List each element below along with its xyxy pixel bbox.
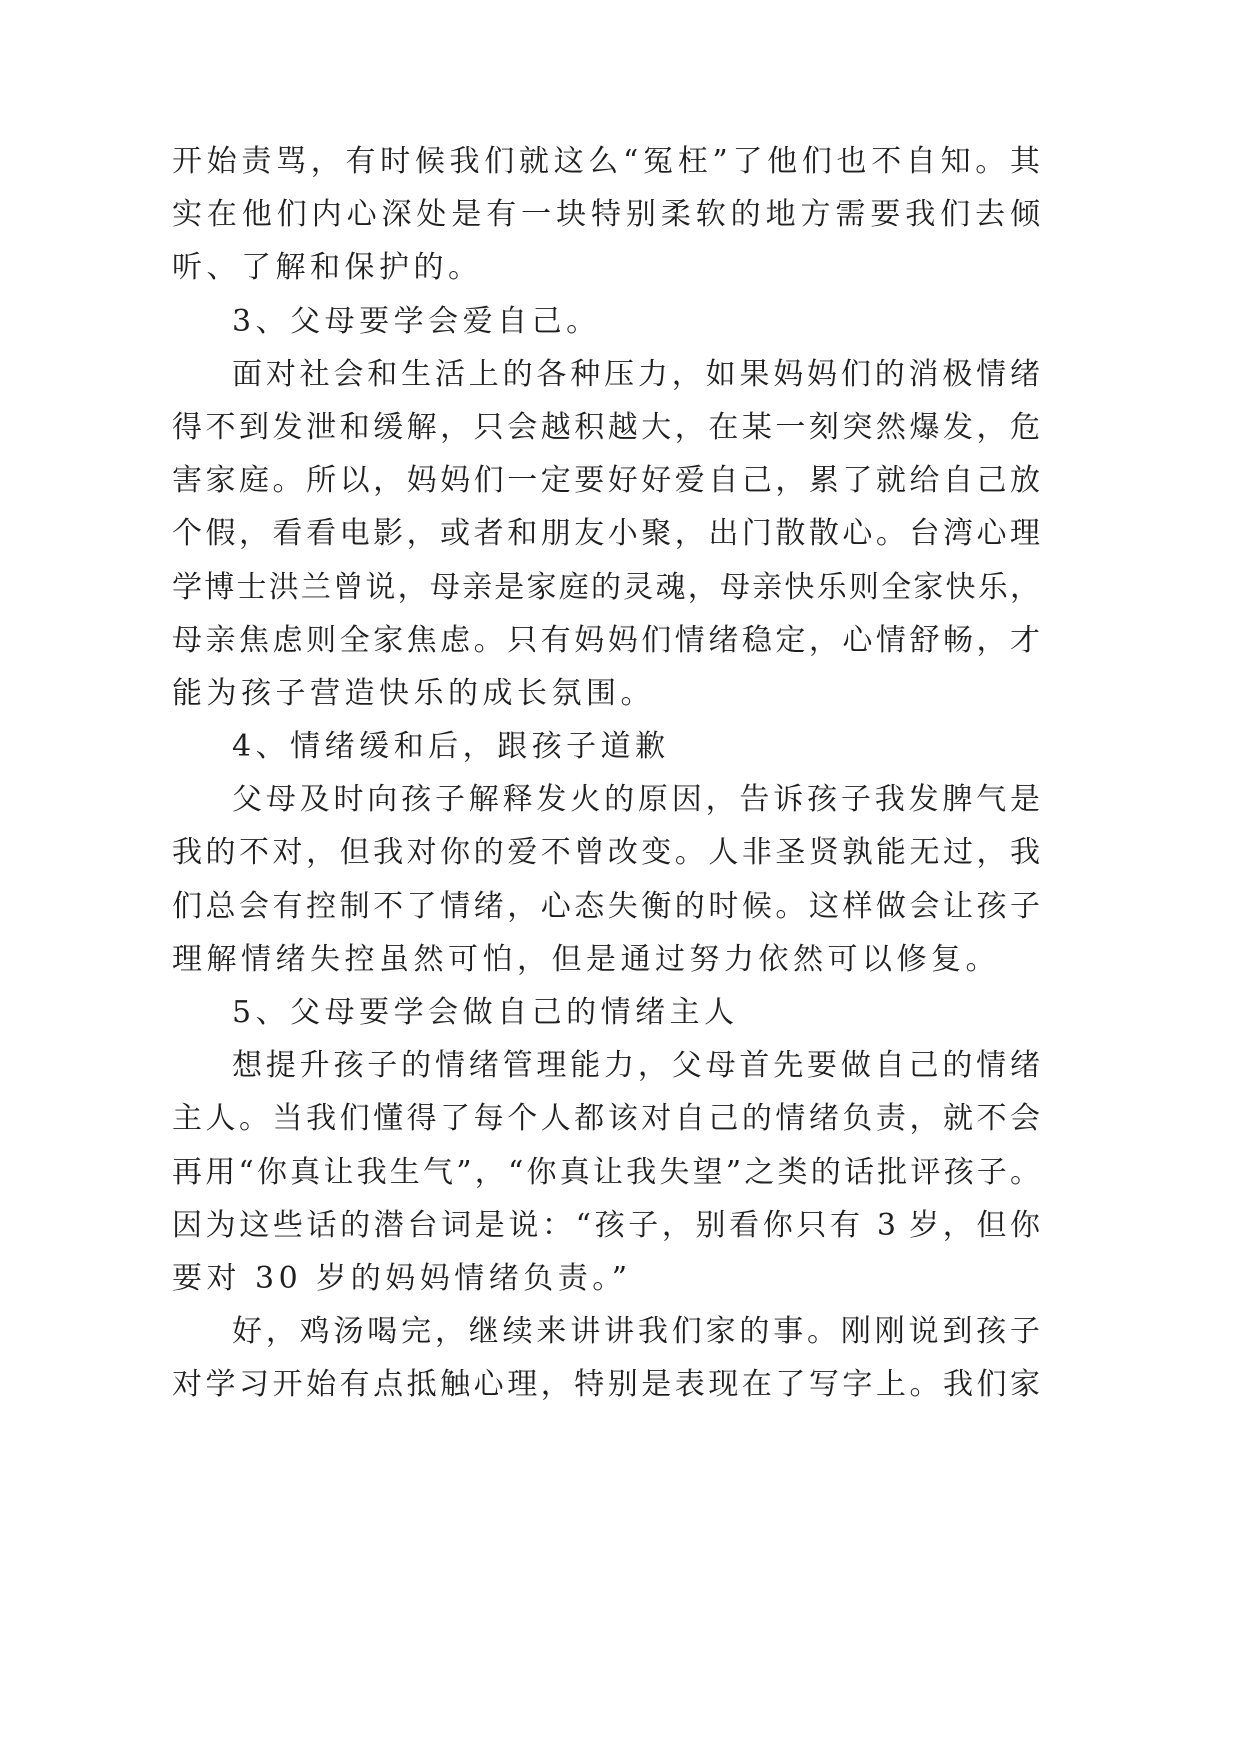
text-line: 得不到发泄和缓解，只会越积越大，在某一刻突然爆发，危	[172, 409, 1040, 445]
text-line: 学博士洪兰曾说，母亲是家庭的灵魂，母亲快乐则全家快乐，	[172, 569, 1040, 605]
paragraph	[172, 135, 1040, 295]
text-line: 开始责骂，有时候我们就这么“冤枉”了他们也不自知。其	[172, 144, 1040, 179]
text-line: 害家庭。所以，妈妈们一定要好好爱自己，累了就给自己放	[172, 463, 1040, 499]
text-line: 要对 30 岁的妈妈情绪负责。”	[172, 1260, 632, 1296]
text-line: 能为孩子营造快乐的成长氛围。	[172, 675, 655, 711]
text-line: 因为这些话的潜台词是说：“孩子，别看你只有 3 岁，但你	[172, 1207, 1040, 1243]
text-line: 面对社会和生活上的各种压力，如果妈妈们的消极情绪	[232, 356, 1040, 392]
heading-line: 5、父母要学会做自己的情绪主人	[232, 995, 739, 1030]
paragraph	[172, 1039, 1040, 1305]
text-line: 实在他们内心深处是有一块特别柔软的地方需要我们去倾	[172, 197, 1040, 233]
section-heading	[172, 295, 1040, 348]
text-line: 母亲焦虑则全家焦虑。只有妈妈们情绪稳定，心情舒畅，才	[172, 622, 1040, 658]
text-line: 我的不对，但我对你的爱不曾改变。人非圣贤孰能无过，我	[172, 835, 1040, 871]
text-line: 们总会有控制不了情绪，心态失衡的时候。这样做会让孩子	[172, 888, 1040, 924]
text-line: 理解情绪失控虽然可怕，但是通过努力依然可以修复。	[172, 941, 1000, 977]
text-line: 个假，看看电影，或者和朋友小聚，出门散散心。台湾心理	[172, 516, 1040, 552]
paragraph	[172, 1305, 1040, 1411]
paragraph	[172, 773, 1040, 986]
text-line: 对学习开始有点抵触心理，特别是表现在了写字上。我们家	[172, 1367, 1040, 1403]
paragraph	[172, 348, 1040, 720]
text-line: 主人。当我们懂得了每个人都该对自己的情绪负责，就不会	[172, 1101, 1040, 1137]
text-line: 再用“你真让我生气”，“你真让我失望”之类的话批评孩子。	[172, 1154, 1040, 1190]
text-line: 想提升孩子的情绪管理能力，父母首先要做自己的情绪	[232, 1048, 1040, 1084]
section-heading	[172, 986, 1040, 1039]
text-line: 好，鸡汤喝完，继续来讲讲我们家的事。刚刚说到孩子	[232, 1314, 1040, 1350]
text-line: 听、了解和保护的。	[172, 250, 483, 286]
document-body	[172, 135, 1040, 1412]
text-line: 父母及时向孩子解释发火的原因，告诉孩子我发脾气是	[232, 782, 1040, 818]
heading-line: 4、情绪缓和后，跟孩子道歉	[232, 729, 670, 765]
section-heading	[172, 720, 1040, 773]
heading-line: 3、父母要学会爱自己。	[232, 303, 601, 339]
